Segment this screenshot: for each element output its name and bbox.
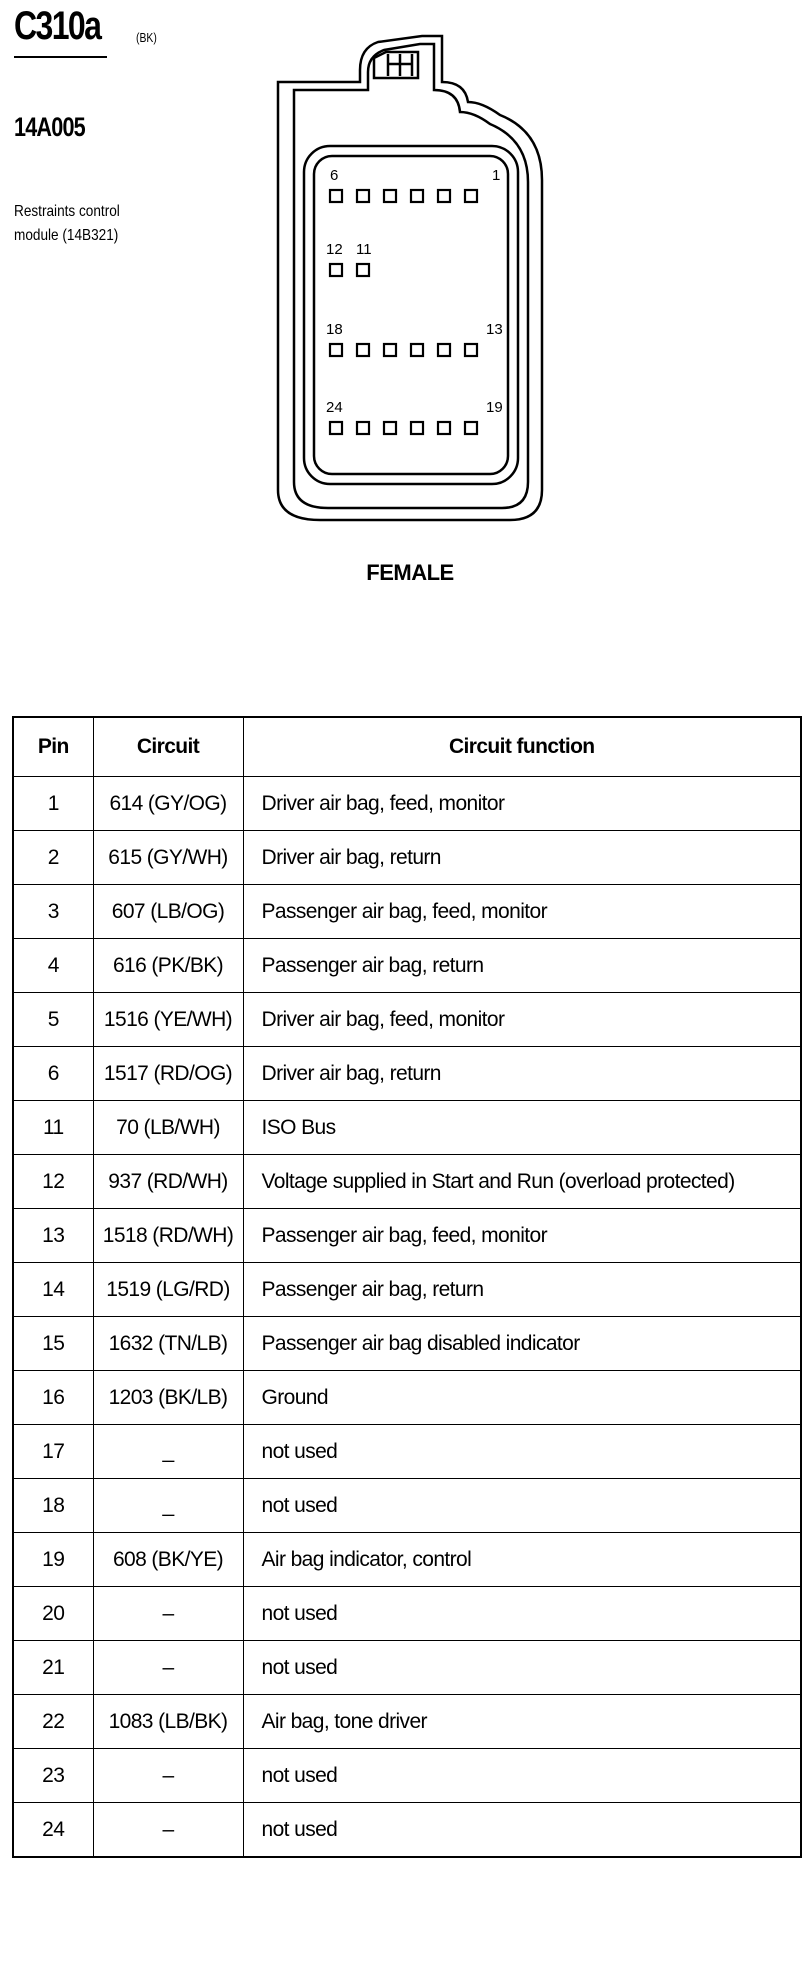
pin-cell: 1 bbox=[13, 777, 93, 831]
pin-cell: 16 bbox=[13, 1371, 93, 1425]
table-header-row bbox=[13, 717, 801, 777]
pin-cavity bbox=[411, 344, 423, 356]
pin-cavity bbox=[330, 190, 342, 202]
function-cell: not used bbox=[243, 1587, 801, 1641]
circuit-cell: 937 (RD/WH) bbox=[93, 1155, 243, 1209]
table-row bbox=[13, 993, 801, 1047]
description-line-2: module (14B321) bbox=[14, 227, 119, 244]
pin-label-24: 24 bbox=[326, 399, 343, 416]
table-row bbox=[13, 1317, 801, 1371]
circuit-cell: 1518 (RD/WH) bbox=[93, 1209, 243, 1263]
pin-cell: 6 bbox=[13, 1047, 93, 1101]
circuit-cell: 607 (LB/OG) bbox=[93, 885, 243, 939]
function-cell: Driver air bag, return bbox=[243, 831, 801, 885]
connector-header bbox=[14, 4, 254, 244]
pin-label-11: 11 bbox=[356, 241, 372, 258]
pin-cavity bbox=[384, 344, 396, 356]
pin-cell: 13 bbox=[13, 1209, 93, 1263]
pin-label-12: 12 bbox=[326, 241, 343, 258]
circuit-cell: _ bbox=[93, 1479, 243, 1533]
table-row bbox=[13, 831, 801, 885]
pin-label-18: 18 bbox=[326, 321, 343, 338]
function-cell: not used bbox=[243, 1749, 801, 1803]
pin-cell: 4 bbox=[13, 939, 93, 993]
header-pin: Pin bbox=[13, 717, 93, 777]
pin-cell: 21 bbox=[13, 1641, 93, 1695]
function-cell: Voltage supplied in Start and Run (overload protected) bbox=[243, 1155, 801, 1209]
table-row bbox=[13, 777, 801, 831]
function-cell: Driver air bag, return bbox=[243, 1047, 801, 1101]
table-row bbox=[13, 1641, 801, 1695]
table-row bbox=[13, 1155, 801, 1209]
circuit-cell: 1519 (LG/RD) bbox=[93, 1263, 243, 1317]
pin-cavity bbox=[357, 344, 369, 356]
pin-cavity bbox=[357, 422, 369, 434]
table-row bbox=[13, 1533, 801, 1587]
function-cell: Passenger air bag, feed, monitor bbox=[243, 885, 801, 939]
table-row bbox=[13, 885, 801, 939]
connector-face-diagram bbox=[260, 20, 560, 540]
function-cell: not used bbox=[243, 1479, 801, 1533]
pin-cell: 23 bbox=[13, 1749, 93, 1803]
circuit-cell: 1516 (YE/WH) bbox=[93, 993, 243, 1047]
housing-outer bbox=[278, 36, 542, 520]
pin-cell: 22 bbox=[13, 1695, 93, 1749]
pin-cavity bbox=[330, 264, 342, 276]
connector-description bbox=[14, 200, 184, 248]
function-cell: Passenger air bag, feed, monitor bbox=[243, 1209, 801, 1263]
circuit-cell: 70 (LB/WH) bbox=[93, 1101, 243, 1155]
circuit-cell: 614 (GY/OG) bbox=[93, 777, 243, 831]
table-row bbox=[13, 1101, 801, 1155]
circuit-cell: – bbox=[93, 1641, 243, 1695]
pin-cell: 5 bbox=[13, 993, 93, 1047]
pin-cell: 12 bbox=[13, 1155, 93, 1209]
pin-cavity bbox=[411, 190, 423, 202]
pin-cavity bbox=[384, 422, 396, 434]
connector-id: C310a bbox=[14, 4, 101, 48]
circuit-cell: – bbox=[93, 1749, 243, 1803]
pin-cell: 24 bbox=[13, 1803, 93, 1858]
pin-table bbox=[12, 716, 802, 1858]
circuit-cell: 615 (GY/WH) bbox=[93, 831, 243, 885]
circuit-cell: – bbox=[93, 1803, 243, 1858]
pin-cell: 14 bbox=[13, 1263, 93, 1317]
pin-cavity bbox=[465, 344, 477, 356]
table-row bbox=[13, 1479, 801, 1533]
function-cell: Ground bbox=[243, 1371, 801, 1425]
header-function: Circuit function bbox=[243, 717, 801, 777]
function-cell: Air bag indicator, control bbox=[243, 1533, 801, 1587]
function-cell: Passenger air bag, return bbox=[243, 939, 801, 993]
function-cell: Driver air bag, feed, monitor bbox=[243, 777, 801, 831]
table-row bbox=[13, 1587, 801, 1641]
pin-cavity bbox=[438, 190, 450, 202]
latch-detail bbox=[388, 54, 412, 76]
connector-id-underline bbox=[14, 56, 107, 58]
description-line-1: Restraints control bbox=[14, 203, 120, 220]
part-number: 14A005 bbox=[14, 112, 85, 142]
pin-cavity bbox=[357, 190, 369, 202]
pin-cell: 17 bbox=[13, 1425, 93, 1479]
pin-cell: 19 bbox=[13, 1533, 93, 1587]
table-row bbox=[13, 1047, 801, 1101]
pin-cell: 2 bbox=[13, 831, 93, 885]
pin-cell: 15 bbox=[13, 1317, 93, 1371]
pin-cavity bbox=[465, 422, 477, 434]
table-row bbox=[13, 1803, 801, 1858]
pin-cavity bbox=[330, 422, 342, 434]
circuit-cell: 1517 (RD/OG) bbox=[93, 1047, 243, 1101]
function-cell: ISO Bus bbox=[243, 1101, 801, 1155]
pin-cell: 11 bbox=[13, 1101, 93, 1155]
pin-cavity bbox=[384, 190, 396, 202]
pin-cavity bbox=[411, 422, 423, 434]
circuit-cell: 1203 (BK/LB) bbox=[93, 1371, 243, 1425]
view-label: FEMALE bbox=[366, 560, 454, 585]
table-row bbox=[13, 1425, 801, 1479]
circuit-cell: – bbox=[93, 1587, 243, 1641]
function-cell: not used bbox=[243, 1803, 801, 1858]
pin-label-13: 13 bbox=[486, 321, 503, 338]
function-cell: not used bbox=[243, 1425, 801, 1479]
pin-cell: 3 bbox=[13, 885, 93, 939]
circuit-cell: 1632 (TN/LB) bbox=[93, 1317, 243, 1371]
circuit-cell: 1083 (LB/BK) bbox=[93, 1695, 243, 1749]
circuit-cell: 608 (BK/YE) bbox=[93, 1533, 243, 1587]
function-cell: not used bbox=[243, 1641, 801, 1695]
table-row bbox=[13, 939, 801, 993]
pin-cell: 18 bbox=[13, 1479, 93, 1533]
pin-label-6: 6 bbox=[330, 167, 339, 184]
pin-cavity bbox=[438, 422, 450, 434]
pin-label-1: 1 bbox=[492, 167, 501, 184]
table-row bbox=[13, 1371, 801, 1425]
pin-cavity bbox=[438, 344, 450, 356]
pin-cavity bbox=[330, 344, 342, 356]
pin-label-19: 19 bbox=[486, 399, 503, 416]
table-row bbox=[13, 1749, 801, 1803]
table-row bbox=[13, 1263, 801, 1317]
pin-cell: 20 bbox=[13, 1587, 93, 1641]
table-row bbox=[13, 1209, 801, 1263]
function-cell: Driver air bag, feed, monitor bbox=[243, 993, 801, 1047]
table-row bbox=[13, 1695, 801, 1749]
function-cell: Passenger air bag disabled indicator bbox=[243, 1317, 801, 1371]
function-cell: Passenger air bag, return bbox=[243, 1263, 801, 1317]
function-cell: Air bag, tone driver bbox=[243, 1695, 801, 1749]
pin-cavity bbox=[465, 190, 477, 202]
circuit-cell: 616 (PK/BK) bbox=[93, 939, 243, 993]
header-circuit: Circuit bbox=[93, 717, 243, 777]
pin-cavity bbox=[357, 264, 369, 276]
circuit-cell: _ bbox=[93, 1425, 243, 1479]
connector-color: (BK) bbox=[136, 30, 157, 45]
